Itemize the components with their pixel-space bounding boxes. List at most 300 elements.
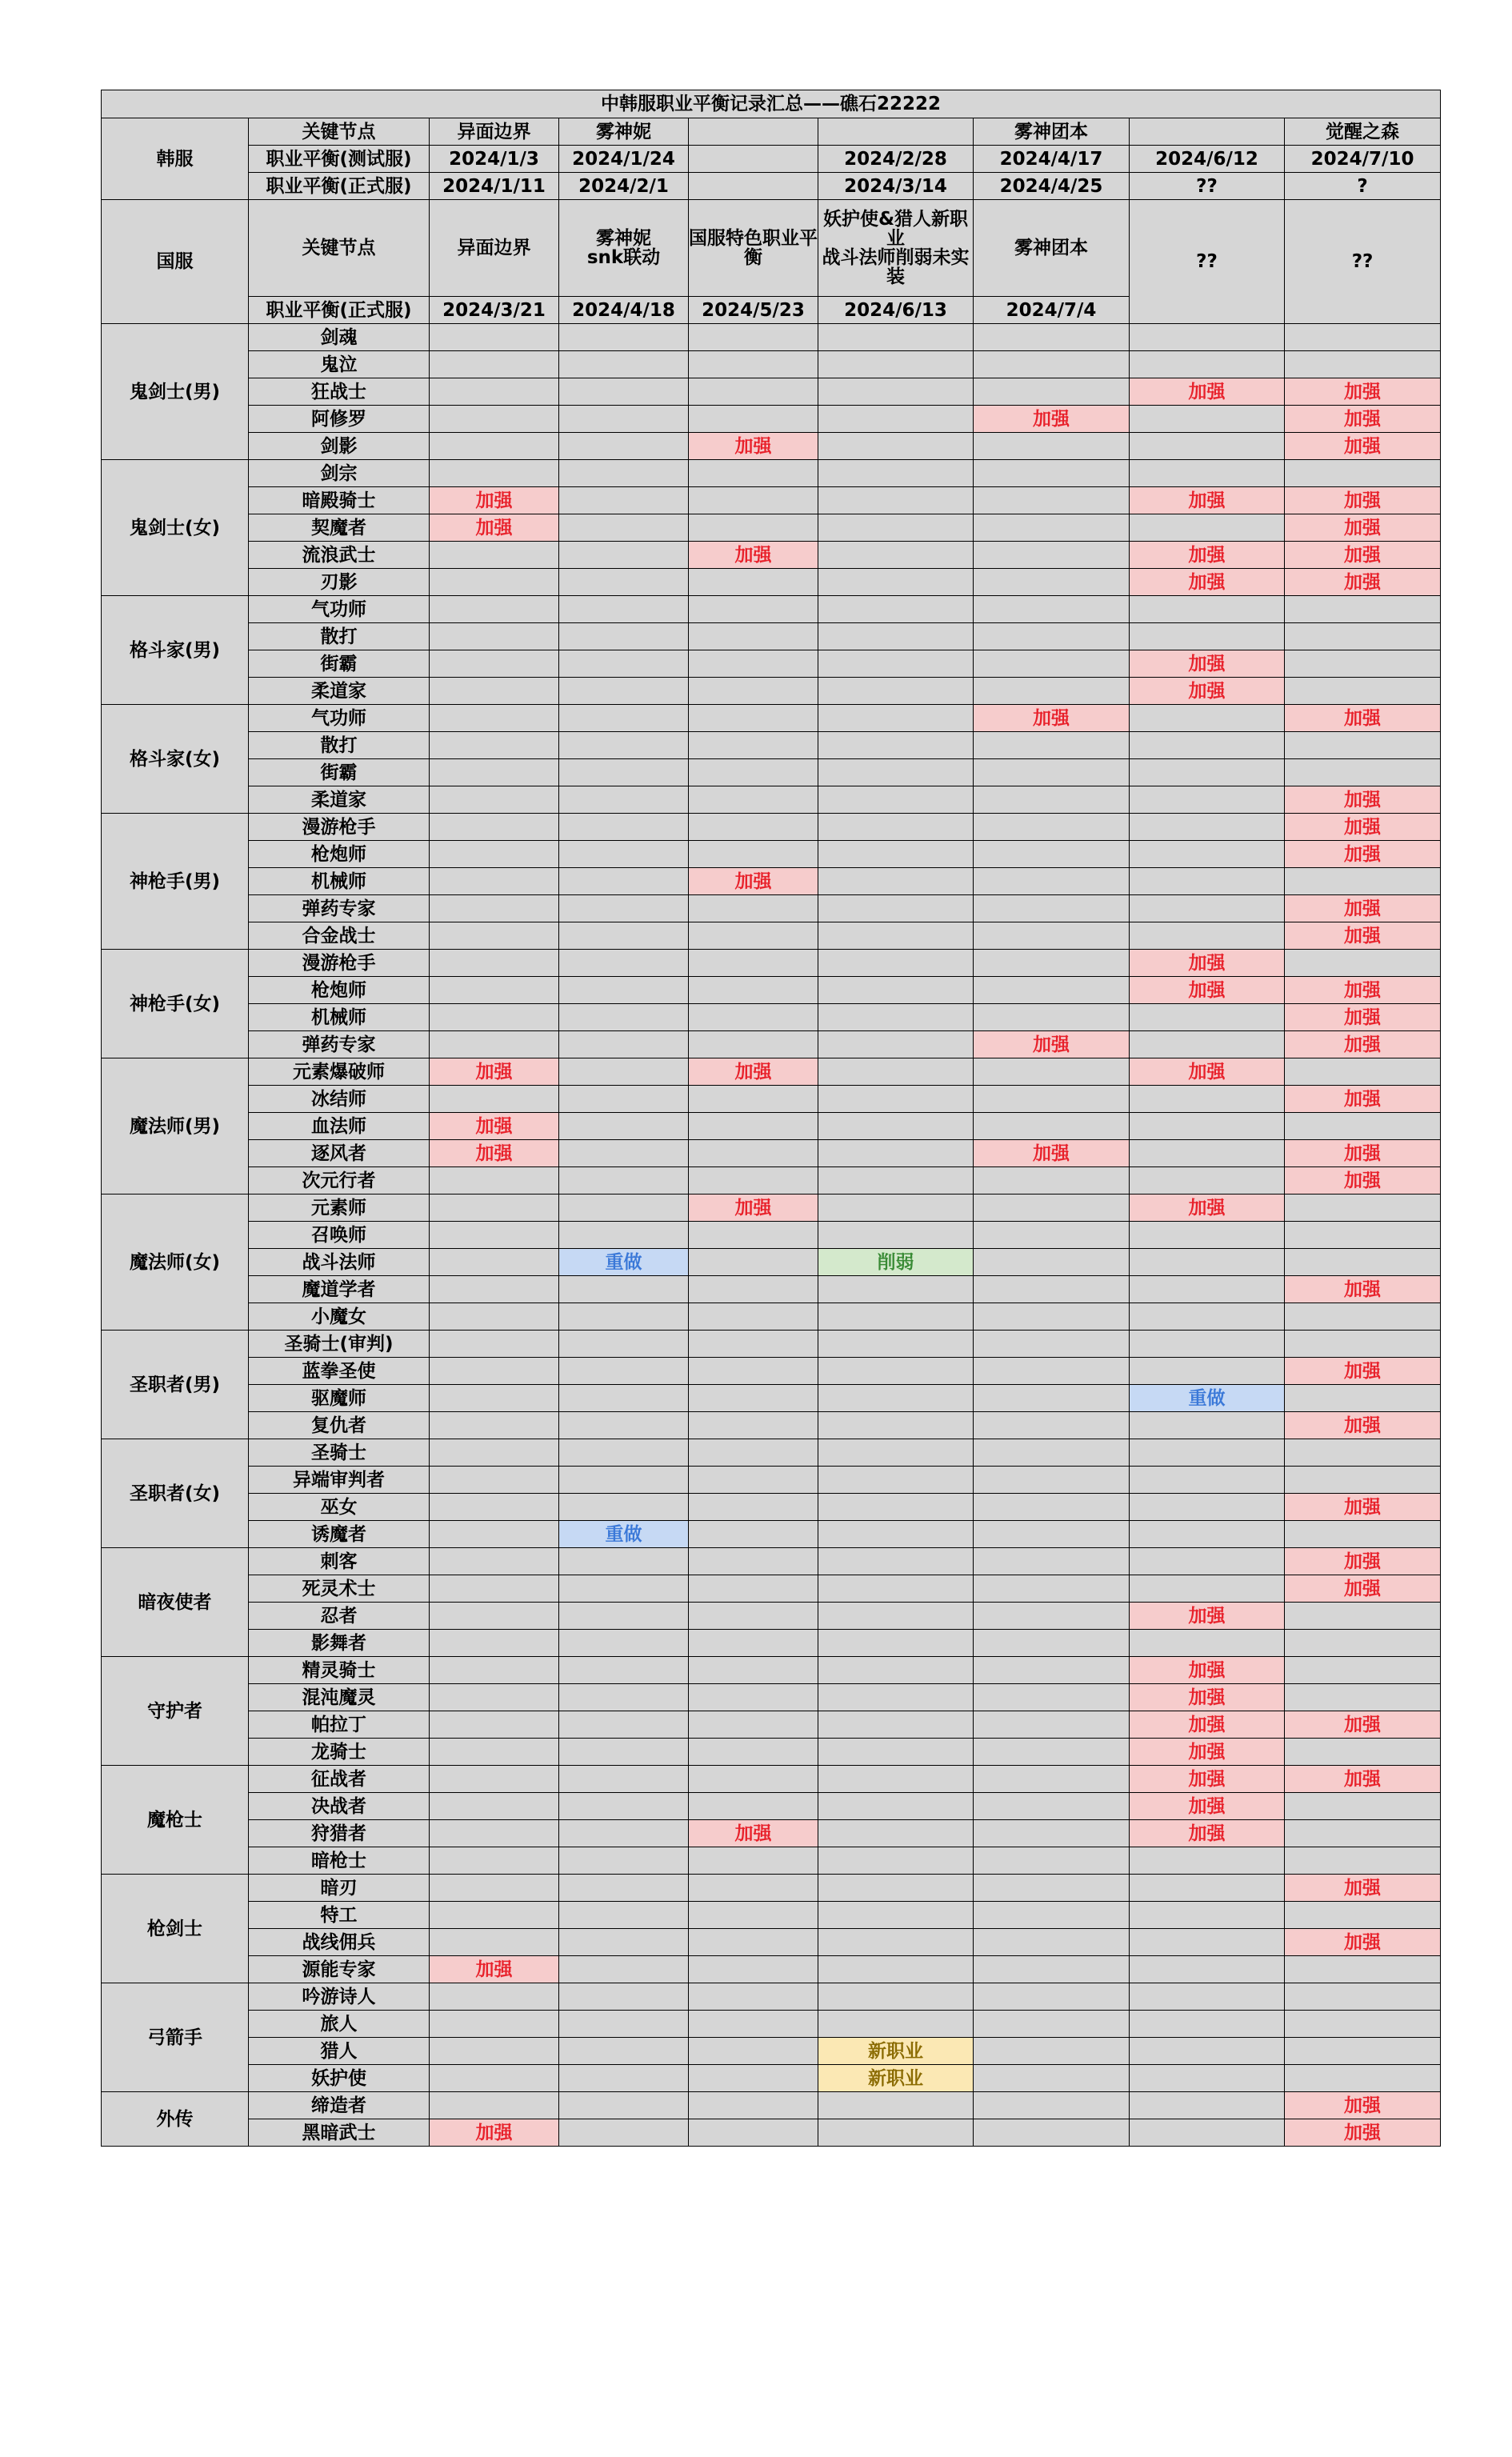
job-row xyxy=(102,950,1441,977)
empty-cell xyxy=(689,977,818,1004)
empty-cell xyxy=(974,351,1130,378)
cn-milestone-row xyxy=(102,200,1441,297)
empty-cell xyxy=(559,841,689,868)
empty-cell xyxy=(818,487,974,514)
empty-cell xyxy=(689,1603,818,1630)
empty-cell xyxy=(689,351,818,378)
empty-cell xyxy=(1130,1140,1285,1167)
empty-cell xyxy=(430,378,559,406)
cn-milestone: 国服特色职业平衡 xyxy=(689,200,818,297)
job-row xyxy=(102,351,1441,378)
empty-cell xyxy=(1285,1739,1441,1766)
empty-cell xyxy=(689,922,818,950)
job-name: 缔造者 xyxy=(249,2092,430,2119)
empty-cell xyxy=(559,487,689,514)
empty-cell xyxy=(818,1548,974,1575)
job-row xyxy=(102,1385,1441,1412)
empty-cell xyxy=(430,1031,559,1058)
empty-cell xyxy=(430,1575,559,1603)
empty-cell xyxy=(1285,351,1441,378)
empty-cell xyxy=(430,1603,559,1630)
job-name: 黑暗武士 xyxy=(249,2119,430,2147)
kr-live-date: 2024/1/11 xyxy=(430,173,559,200)
empty-cell xyxy=(430,1439,559,1467)
job-name: 蓝拳圣使 xyxy=(249,1358,430,1385)
buff-cell: 加强 xyxy=(1130,678,1285,705)
empty-cell xyxy=(430,895,559,922)
kr-test-date: 2024/1/24 xyxy=(559,146,689,173)
empty-cell xyxy=(559,1684,689,1711)
empty-cell xyxy=(689,2038,818,2065)
empty-cell xyxy=(1285,650,1441,678)
empty-cell xyxy=(974,1684,1130,1711)
sheet-title: 中韩服职业平衡记录汇总——礁石22222 xyxy=(102,90,1441,118)
buff-cell: 加强 xyxy=(430,514,559,542)
empty-cell xyxy=(689,460,818,487)
class-group-label: 暗夜使者 xyxy=(102,1548,249,1657)
empty-cell xyxy=(974,841,1130,868)
empty-cell xyxy=(1130,1494,1285,1521)
job-name: 元素师 xyxy=(249,1194,430,1222)
empty-cell xyxy=(689,1412,818,1439)
empty-cell xyxy=(818,1331,974,1358)
empty-cell xyxy=(1130,1276,1285,1303)
job-row xyxy=(102,1875,1441,1902)
cn-region-label: 国服 xyxy=(102,200,249,324)
empty-cell xyxy=(818,1303,974,1331)
empty-cell xyxy=(974,1249,1130,1276)
empty-cell xyxy=(689,1875,818,1902)
empty-cell xyxy=(818,1494,974,1521)
empty-cell xyxy=(1130,895,1285,922)
job-row xyxy=(102,1194,1441,1222)
cn-milestone: 雾神妮 snk联动 xyxy=(559,200,689,297)
empty-cell xyxy=(559,922,689,950)
empty-cell xyxy=(974,950,1130,977)
empty-cell xyxy=(974,1086,1130,1113)
job-name: 死灵术士 xyxy=(249,1575,430,1603)
empty-cell xyxy=(974,868,1130,895)
empty-cell xyxy=(818,759,974,786)
empty-cell xyxy=(559,1766,689,1793)
kr-test-date: 2024/4/17 xyxy=(974,146,1130,173)
empty-cell xyxy=(559,1194,689,1222)
empty-cell xyxy=(689,1358,818,1385)
empty-cell xyxy=(559,2092,689,2119)
empty-cell xyxy=(974,1412,1130,1439)
empty-cell xyxy=(1130,1902,1285,1929)
empty-cell xyxy=(818,351,974,378)
job-row xyxy=(102,542,1441,569)
empty-cell xyxy=(430,1766,559,1793)
empty-cell xyxy=(818,1983,974,2011)
rework-cell: 重做 xyxy=(559,1249,689,1276)
empty-cell xyxy=(818,1739,974,1766)
empty-cell xyxy=(974,1548,1130,1575)
empty-cell xyxy=(818,814,974,841)
empty-cell xyxy=(974,1956,1130,1983)
job-name: 龙骑士 xyxy=(249,1739,430,1766)
empty-cell xyxy=(818,841,974,868)
empty-cell xyxy=(689,1113,818,1140)
title-row xyxy=(102,90,1441,118)
empty-cell xyxy=(559,814,689,841)
job-name: 气功师 xyxy=(249,705,430,732)
buff-cell: 加强 xyxy=(1285,922,1441,950)
job-name: 帕拉丁 xyxy=(249,1711,430,1739)
empty-cell xyxy=(559,1739,689,1766)
job-row xyxy=(102,895,1441,922)
kr-live-date: 2024/2/1 xyxy=(559,173,689,200)
job-row xyxy=(102,814,1441,841)
empty-cell xyxy=(818,732,974,759)
job-row xyxy=(102,1630,1441,1657)
empty-cell xyxy=(430,732,559,759)
empty-cell xyxy=(689,1766,818,1793)
empty-cell xyxy=(1285,1249,1441,1276)
empty-cell xyxy=(818,1058,974,1086)
cn-row-label: 职业平衡(正式服) xyxy=(249,297,430,324)
cn-milestone: 雾神团本 xyxy=(974,200,1130,297)
empty-cell xyxy=(1130,1956,1285,1983)
buff-cell: 加强 xyxy=(689,1194,818,1222)
job-row xyxy=(102,514,1441,542)
job-name: 暗枪士 xyxy=(249,1847,430,1875)
empty-cell xyxy=(974,1467,1130,1494)
empty-cell xyxy=(1285,1113,1441,1140)
empty-cell xyxy=(689,1249,818,1276)
empty-cell xyxy=(974,922,1130,950)
job-row xyxy=(102,324,1441,351)
empty-cell xyxy=(1130,2092,1285,2119)
empty-cell xyxy=(689,1630,818,1657)
empty-cell xyxy=(974,1820,1130,1847)
job-name: 枪炮师 xyxy=(249,841,430,868)
class-group-label: 外传 xyxy=(102,2092,249,2147)
job-row xyxy=(102,1603,1441,1630)
empty-cell xyxy=(818,406,974,433)
empty-cell xyxy=(1130,1412,1285,1439)
cn-milestone: 妖护使&猎人新职业 战斗法师削弱未实装 xyxy=(818,200,974,297)
buff-cell: 加强 xyxy=(1130,1739,1285,1766)
empty-cell xyxy=(818,1086,974,1113)
empty-cell xyxy=(559,1657,689,1684)
buff-cell: 加强 xyxy=(689,1820,818,1847)
empty-cell xyxy=(818,542,974,569)
buff-cell: 加强 xyxy=(1130,1657,1285,1684)
buff-cell: 加强 xyxy=(1285,2092,1441,2119)
empty-cell xyxy=(974,569,1130,596)
buff-cell: 加强 xyxy=(1285,1140,1441,1167)
empty-cell xyxy=(559,2119,689,2147)
buff-cell: 加强 xyxy=(1130,1684,1285,1711)
job-row xyxy=(102,868,1441,895)
kr-milestone xyxy=(1130,118,1285,146)
empty-cell xyxy=(430,1847,559,1875)
empty-cell xyxy=(818,623,974,650)
empty-cell xyxy=(818,1657,974,1684)
job-name: 剑宗 xyxy=(249,460,430,487)
empty-cell xyxy=(974,596,1130,623)
buff-cell: 加强 xyxy=(1130,1603,1285,1630)
job-row xyxy=(102,705,1441,732)
empty-cell xyxy=(1130,351,1285,378)
empty-cell xyxy=(689,678,818,705)
job-name: 街霸 xyxy=(249,650,430,678)
empty-cell xyxy=(430,1303,559,1331)
empty-cell xyxy=(689,2065,818,2092)
empty-cell xyxy=(559,1603,689,1630)
empty-cell xyxy=(689,705,818,732)
empty-cell xyxy=(818,1004,974,1031)
empty-cell xyxy=(1130,1222,1285,1249)
empty-cell xyxy=(430,1875,559,1902)
empty-cell xyxy=(818,1358,974,1385)
job-row xyxy=(102,2065,1441,2092)
empty-cell xyxy=(430,868,559,895)
empty-cell xyxy=(818,868,974,895)
buff-cell: 加强 xyxy=(1285,1575,1441,1603)
empty-cell xyxy=(430,1467,559,1494)
job-row xyxy=(102,1331,1441,1358)
rework-cell: 重做 xyxy=(559,1521,689,1548)
empty-cell xyxy=(430,841,559,868)
job-name: 旅人 xyxy=(249,2011,430,2038)
job-row xyxy=(102,1657,1441,1684)
empty-cell xyxy=(689,1739,818,1766)
empty-cell xyxy=(430,2092,559,2119)
buff-cell: 加强 xyxy=(1285,1929,1441,1956)
buff-cell: 加强 xyxy=(1285,378,1441,406)
empty-cell xyxy=(430,678,559,705)
empty-cell xyxy=(559,678,689,705)
job-row xyxy=(102,2119,1441,2147)
empty-cell xyxy=(974,623,1130,650)
empty-cell xyxy=(559,977,689,1004)
empty-cell xyxy=(689,596,818,623)
empty-cell xyxy=(689,1086,818,1113)
cn-live-date: 2024/6/13 xyxy=(818,297,974,324)
empty-cell xyxy=(430,1521,559,1548)
empty-cell xyxy=(1130,1467,1285,1494)
class-group-label: 魔枪士 xyxy=(102,1766,249,1875)
job-name: 元素爆破师 xyxy=(249,1058,430,1086)
class-group-label: 神枪手(女) xyxy=(102,950,249,1058)
empty-cell xyxy=(1130,705,1285,732)
empty-cell xyxy=(430,596,559,623)
cn-milestone: ?? xyxy=(1285,200,1441,324)
empty-cell xyxy=(1130,814,1285,841)
empty-cell xyxy=(974,1194,1130,1222)
cn-milestone: 异面边界 xyxy=(430,200,559,297)
class-group-label: 枪剑士 xyxy=(102,1875,249,1983)
empty-cell xyxy=(559,650,689,678)
job-row xyxy=(102,1113,1441,1140)
job-name: 复仇者 xyxy=(249,1412,430,1439)
empty-cell xyxy=(1285,1820,1441,1847)
job-row xyxy=(102,1303,1441,1331)
rework-cell: 重做 xyxy=(1130,1385,1285,1412)
buff-cell: 加强 xyxy=(1285,1167,1441,1194)
empty-cell xyxy=(1130,1004,1285,1031)
empty-cell xyxy=(1285,678,1441,705)
empty-cell xyxy=(689,1902,818,1929)
empty-cell xyxy=(559,1140,689,1167)
buff-cell: 加强 xyxy=(1285,1494,1441,1521)
job-name: 狂战士 xyxy=(249,378,430,406)
empty-cell xyxy=(1130,1167,1285,1194)
empty-cell xyxy=(974,487,1130,514)
empty-cell xyxy=(818,1684,974,1711)
empty-cell xyxy=(430,950,559,977)
empty-cell xyxy=(430,1711,559,1739)
job-row xyxy=(102,1793,1441,1820)
empty-cell xyxy=(1285,1058,1441,1086)
empty-cell xyxy=(1130,1031,1285,1058)
empty-cell xyxy=(818,1194,974,1222)
job-name: 机械师 xyxy=(249,1004,430,1031)
empty-cell xyxy=(974,1303,1130,1331)
empty-cell xyxy=(974,814,1130,841)
empty-cell xyxy=(1130,1929,1285,1956)
job-name: 特工 xyxy=(249,1902,430,1929)
buff-cell: 加强 xyxy=(1285,705,1441,732)
buff-cell: 加强 xyxy=(430,487,559,514)
job-name: 机械师 xyxy=(249,868,430,895)
kr-test-date: 2024/6/12 xyxy=(1130,146,1285,173)
job-row xyxy=(102,460,1441,487)
buff-cell: 加强 xyxy=(1285,406,1441,433)
buff-cell: 加强 xyxy=(1285,433,1441,460)
empty-cell xyxy=(430,460,559,487)
empty-cell xyxy=(974,2092,1130,2119)
empty-cell xyxy=(430,1358,559,1385)
empty-cell xyxy=(559,1167,689,1194)
empty-cell xyxy=(689,406,818,433)
job-name: 驱魔师 xyxy=(249,1385,430,1412)
empty-cell xyxy=(689,1929,818,1956)
nerf-cell: 削弱 xyxy=(818,1249,974,1276)
empty-cell xyxy=(974,1494,1130,1521)
empty-cell xyxy=(689,1983,818,2011)
empty-cell xyxy=(1285,1793,1441,1820)
empty-cell xyxy=(1285,1439,1441,1467)
kr-milestone: 雾神妮 xyxy=(559,118,689,146)
empty-cell xyxy=(1130,1358,1285,1385)
job-row xyxy=(102,1847,1441,1875)
empty-cell xyxy=(1130,1548,1285,1575)
job-row xyxy=(102,1358,1441,1385)
empty-cell xyxy=(559,1793,689,1820)
job-row xyxy=(102,977,1441,1004)
empty-cell xyxy=(1130,1331,1285,1358)
empty-cell xyxy=(1285,759,1441,786)
job-name: 刺客 xyxy=(249,1548,430,1575)
class-group-label: 格斗家(男) xyxy=(102,596,249,705)
empty-cell xyxy=(1130,623,1285,650)
job-row xyxy=(102,2092,1441,2119)
empty-cell xyxy=(689,569,818,596)
buff-cell: 加强 xyxy=(1285,2119,1441,2147)
empty-cell xyxy=(689,623,818,650)
empty-cell xyxy=(689,1711,818,1739)
kr-milestone: 异面边界 xyxy=(430,118,559,146)
empty-cell xyxy=(1130,433,1285,460)
job-row xyxy=(102,1983,1441,2011)
empty-cell xyxy=(974,1358,1130,1385)
empty-cell xyxy=(818,1630,974,1657)
empty-cell xyxy=(559,1494,689,1521)
kr-test-date: 2024/2/28 xyxy=(818,146,974,173)
job-row xyxy=(102,623,1441,650)
empty-cell xyxy=(689,814,818,841)
empty-cell xyxy=(689,1548,818,1575)
empty-cell xyxy=(430,977,559,1004)
empty-cell xyxy=(559,895,689,922)
empty-cell xyxy=(1130,732,1285,759)
buff-cell: 加强 xyxy=(430,1956,559,1983)
empty-cell xyxy=(430,1630,559,1657)
job-name: 鬼泣 xyxy=(249,351,430,378)
empty-cell xyxy=(559,542,689,569)
job-name: 源能专家 xyxy=(249,1956,430,1983)
empty-cell xyxy=(689,2011,818,2038)
job-name: 散打 xyxy=(249,732,430,759)
empty-cell xyxy=(559,623,689,650)
empty-cell xyxy=(559,406,689,433)
buff-cell: 加强 xyxy=(1130,569,1285,596)
job-name: 流浪武士 xyxy=(249,542,430,569)
class-group-label: 鬼剑士(女) xyxy=(102,460,249,596)
buff-cell: 加强 xyxy=(1285,1711,1441,1739)
empty-cell xyxy=(430,705,559,732)
cn-row-label: 关键节点 xyxy=(249,200,430,297)
empty-cell xyxy=(559,514,689,542)
job-name: 弹药专家 xyxy=(249,895,430,922)
empty-cell xyxy=(974,1331,1130,1358)
empty-cell xyxy=(818,1439,974,1467)
empty-cell xyxy=(430,1004,559,1031)
empty-cell xyxy=(430,433,559,460)
empty-cell xyxy=(559,732,689,759)
job-row xyxy=(102,841,1441,868)
empty-cell xyxy=(430,759,559,786)
empty-cell xyxy=(430,351,559,378)
empty-cell xyxy=(689,1276,818,1303)
empty-cell xyxy=(689,2092,818,2119)
empty-cell xyxy=(818,2011,974,2038)
job-row xyxy=(102,569,1441,596)
job-name: 暗殿骑士 xyxy=(249,487,430,514)
job-name: 诱魔者 xyxy=(249,1521,430,1548)
empty-cell xyxy=(818,433,974,460)
kr-test-date: 2024/1/3 xyxy=(430,146,559,173)
empty-cell xyxy=(559,1412,689,1439)
job-name: 猎人 xyxy=(249,2038,430,2065)
buff-cell: 加强 xyxy=(1130,1793,1285,1820)
job-name: 小魔女 xyxy=(249,1303,430,1331)
empty-cell xyxy=(689,2119,818,2147)
job-name: 血法师 xyxy=(249,1113,430,1140)
empty-cell xyxy=(818,1575,974,1603)
job-name: 狩猎者 xyxy=(249,1820,430,1847)
empty-cell xyxy=(689,1167,818,1194)
empty-cell xyxy=(689,1956,818,1983)
empty-cell xyxy=(430,623,559,650)
empty-cell xyxy=(430,2065,559,2092)
empty-cell xyxy=(1285,1467,1441,1494)
empty-cell xyxy=(974,460,1130,487)
